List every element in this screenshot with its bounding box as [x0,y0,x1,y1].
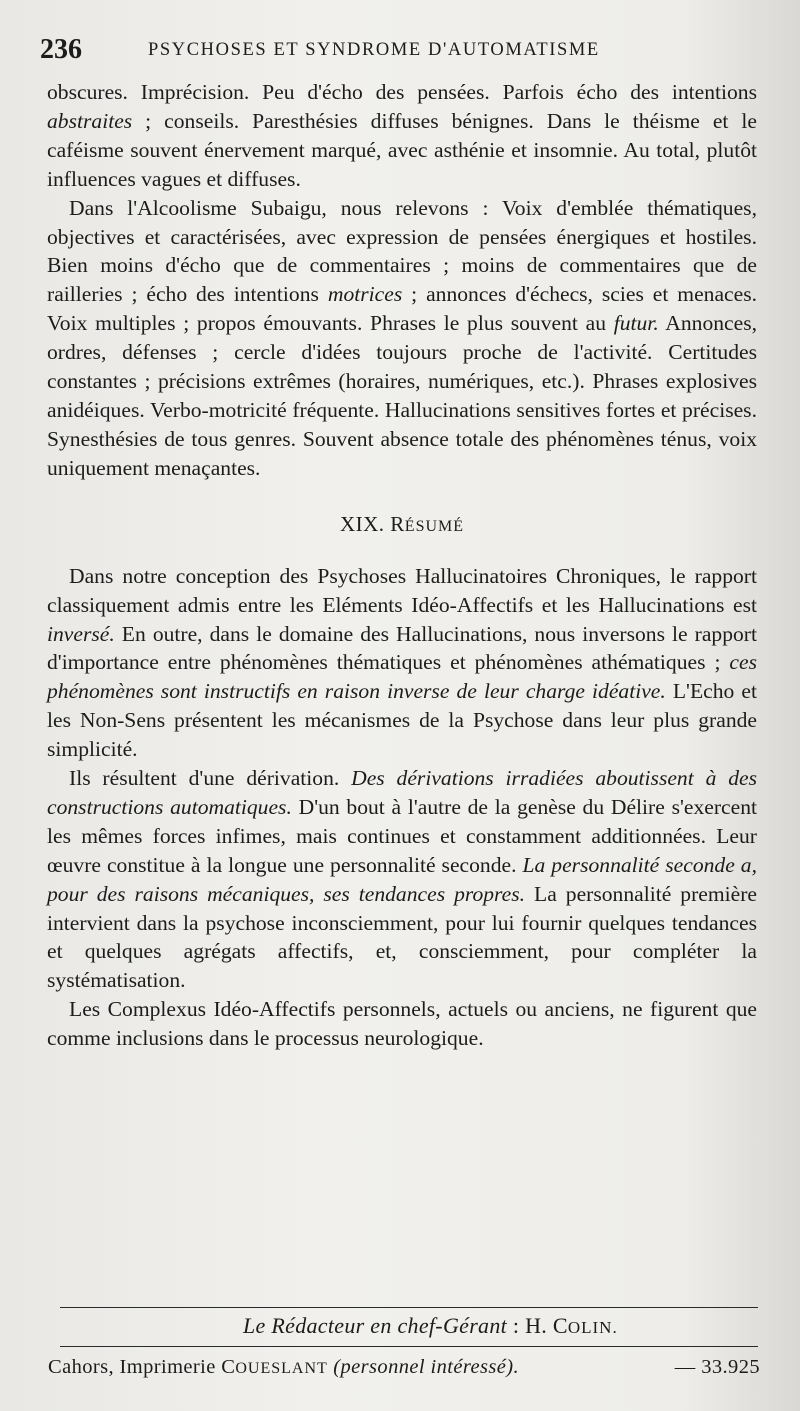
text-run: ; annonces d'échecs, scies et menaces. Voix multiples ; propos émouvants. Phrases le plus souvent au [47,282,758,336]
running-title: PSYCHOSES ET SYNDROME D'AUTOMATISME [148,40,600,60]
section-numeral: XIX. [339,511,391,536]
page-number: 236 [40,34,82,65]
running-head [40,34,760,64]
footer-rule-bottom [60,1346,758,1347]
printer-name-initial: C [221,1356,236,1378]
text-run: L'Echo et les Non-Sens présentent les mécanismes de la Psychose dans leur plus grande simplicité. [47,679,757,762]
italic-run: futur. [613,311,659,336]
italic-run: abstraites [47,108,133,133]
editor-name-initial: H. C [525,1313,568,1338]
italic-run: La personnalité seconde a, pour des raisons mécaniques, ses tendances propres. [47,852,757,906]
italic-run: inversé. [47,621,115,646]
printer-city: Cahors, Imprimerie [48,1356,222,1378]
text-run: Dans notre conception des Psychoses Hallucinatoires Chroniques, le rapport classiquement admis entre les Eléments Idéo-Affectifs et les Hallucinations est [47,563,757,617]
text-run: Annonces, ordres, défenses ; cercle d'idées toujours proche de l'activité. Certitudes constantes ; précisions extrêmes (horaires, numériques, etc.). Phrases explosives anidéiques. Verbo-motricité fréquente. Hallucinations sensitives fortes et précises. Synesthésies de tous genres. Souvent absence totale des phénomènes ténus, voix uniquement menaçantes. [47,311,758,480]
italic-run: motrices [327,282,403,307]
editor-label: Le Rédacteur en chef-Gérant [243,1313,508,1338]
section-heading [47,511,757,540]
section-title-initial: R [390,511,405,536]
text-run: La personnalité première intervient dans la psychose inconsciemment, pour lui fournir quelques tendances et quelques agrégats affectifs, et, consciemment, pour compléter la systématisation. [47,881,758,993]
paragraph-continuation [47,78,757,194]
text-run: D'un bout à l'autre de la genèse du Délire s'exercent les mêmes forces infimes, mais continues et constamment additionnées. Leur œuvre constitue à la longue une personnalité seconde. [47,794,757,877]
printer-note: (personnel intéressé). [327,1356,519,1378]
editor-signature [243,1313,618,1339]
editor-separator: : [507,1313,526,1338]
text-run: Dans l'Alcoolisme Subaigu, nous relevons : Voix d'emblée thématiques, objectives et caractérisées, avec expression de pensées énergiques et hostiles. Bien moins d'écho que de commentaires ; moins de commentaires que de railleries ; écho des intentions [47,195,757,307]
footer-rule-top [60,1307,758,1308]
printer-imprint [48,1356,760,1379]
print-number: — 33.925 [674,1356,760,1378]
body-text [47,78,757,1053]
printer-name-rest: OUESLANT [235,1360,328,1377]
text-run: obscures. Imprécision. Peu d'écho des pensées. Parfois écho des intentions [47,80,757,104]
paragraph-resume-3: Les Complexus Idéo-Affectifs personnels, actuels ou anciens, ne figurent que comme inclusions dans le processus neurologique. [47,997,757,1051]
paragraph-resume-2 [47,764,757,995]
text-run: En outre, dans le domaine des Hallucinations, nous inversons le rapport d'importance entre phénomènes thématiques et phénomènes athématiques ; [47,621,757,675]
text-run: Ils résultent d'une dérivation. [69,766,352,791]
paragraph-alcoolisme [47,194,757,483]
italic-run: ces phénomènes sont instructifs en raison inverse de leur charge idéative. [47,650,757,704]
italic-run: Des dérivations irradiées aboutissent à des constructions automatiques. [47,766,757,819]
section-title-rest: ÉSUMÉ [404,517,465,535]
text-run: ; conseils. Paresthésies diffuses bénignes. Dans le théisme et le caféisme souvent énervement marqué, avec asthénie et insomnie. Au total, plutôt influences vagues et diffuses. [47,108,757,191]
paragraph-resume-1 [47,562,757,764]
editor-name-rest: OLIN. [567,1318,618,1337]
